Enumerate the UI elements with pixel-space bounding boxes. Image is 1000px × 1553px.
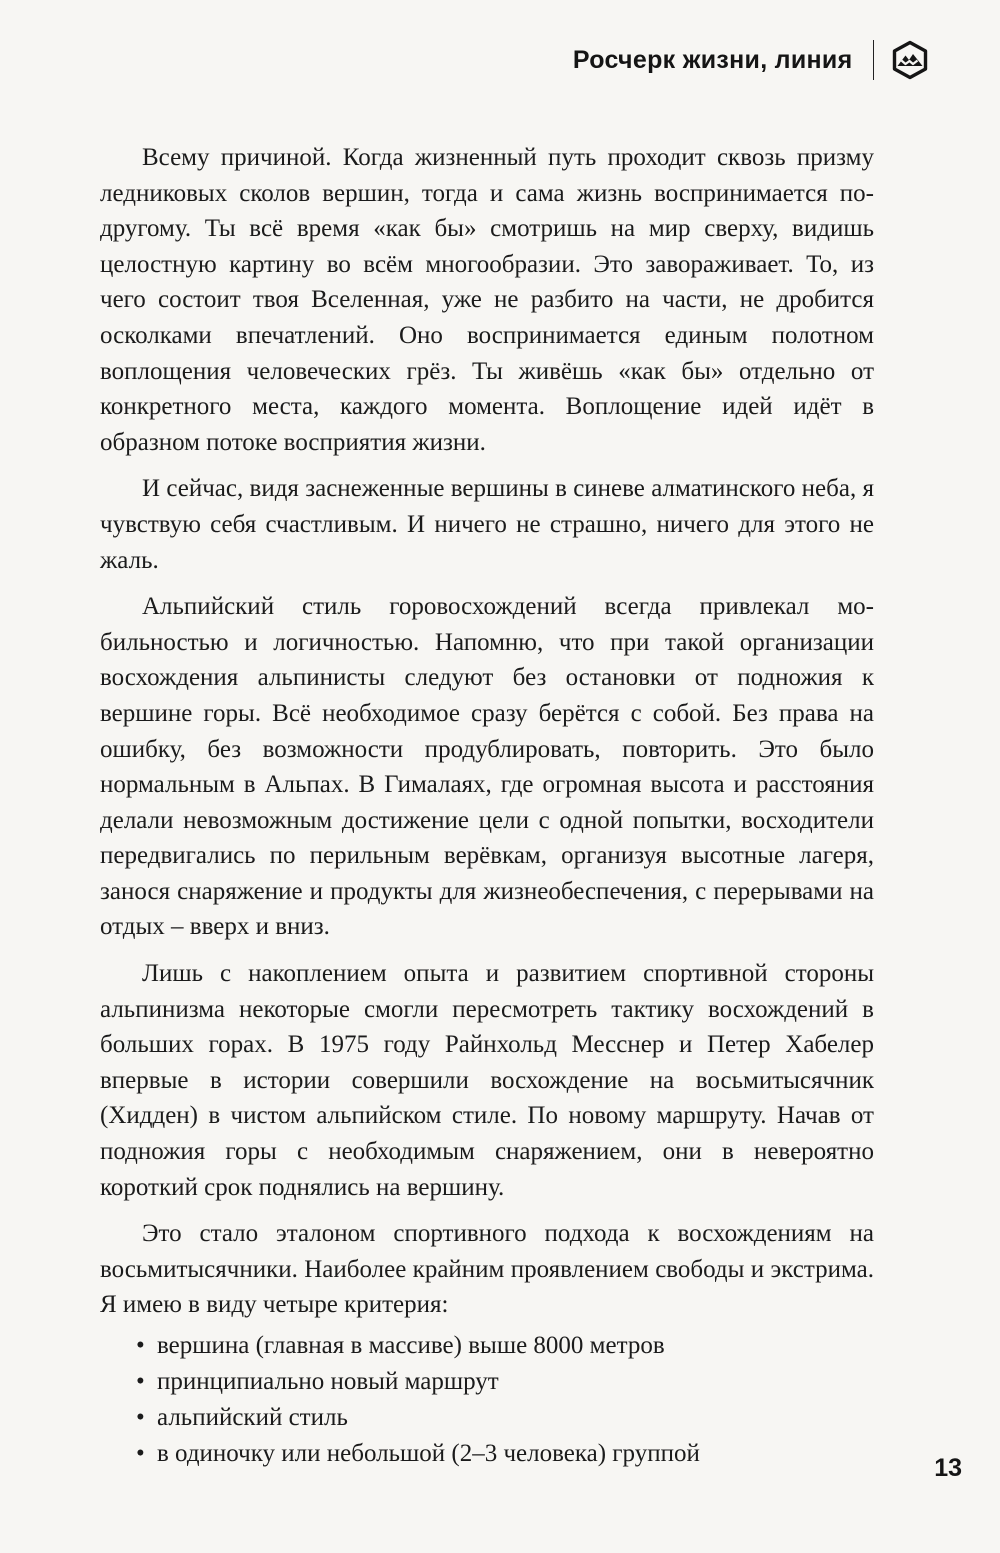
bullet-icon: •	[136, 1368, 145, 1396]
paragraph-5: Это стало эталоном спортивного подхода к восхождениям на восьмитысячники. Наиболее крайним проявлением свободы и экстрима. Я имею в виду четыре критерия:	[100, 1220, 874, 1319]
mountain-hexagon-icon	[890, 40, 930, 80]
list-item	[100, 1364, 874, 1400]
list-item-text: в одиночку или небольшой (2–3 человека) группой	[157, 1440, 700, 1468]
bullet-icon: •	[136, 1404, 145, 1432]
list-item-text: вершина (главная в массиве) выше 8000 метров	[157, 1332, 665, 1359]
criteria-list	[100, 1328, 874, 1472]
paragraph-2: И сейчас, видя заснеженные вершины в синеве алматинского неба, я чувствую себя счастливым. И ничего не страшно, ничего для этого не жаль.	[100, 475, 874, 574]
bullet-icon: •	[136, 1440, 145, 1468]
chapter-title: Росчерк жизни, линия	[572, 45, 853, 74]
list-item-text: принципиально новый маршрут	[157, 1368, 499, 1396]
bullet-icon: •	[136, 1332, 145, 1359]
paragraph-4: Лишь с накоплением опыта и развитием спортивной стороны альпинизма некоторые смогли пересмотреть тактику восхождений в больших горах. В 1975 году Райнхольд Месснер и Петер Хабелер впервые в истории совершили восхождение на восьмитысячник (Хидден) в чистом альпийском стиле. По новому маршруту. Начав от подножия горы с необходимым снаряжением, они в невероятно короткий срок поднялись на вершину.	[100, 960, 874, 1201]
list-item	[100, 1400, 874, 1436]
page-body	[100, 140, 874, 1472]
running-header	[573, 40, 930, 80]
list-item	[100, 1328, 874, 1364]
paragraph-1: Всему причиной. Когда жизненный путь проходит сквозь призму ледниковых сколов вершин, тогда и сама жизнь воспринимается по-другому. Ты всё время «как бы» смотришь на мир сверху, видишь целостную картину во всём многообразии. Это завораживает. То, из чего состоит твоя Вселенная, уже не разбито на части, не дробится осколками впечатлений. Оно воспринимается единым полотном воплощения человеческих грёз. Ты живёшь «как бы» отдельно от конкретного места, каждого момента. Воплощение идей идёт в образном потоке восприятия жизни.	[100, 144, 874, 456]
list-item-text: альпийский стиль	[157, 1404, 348, 1432]
paragraph-3: Альпийский стиль горовосхождений всегда привлекал мобильностью и логичностью. Напомню, что при такой организации восхождения альпинисты следуют без остановки от подножия к вершине горы. Всё необходимое сразу берётся с собой. Без права на ошибку, без возможности продублировать, повторить. Это было нормальным в Альпах. В Гималаях, где огромная высота и расстояния делали невозможным достижение цели с одной попытки, восходители передвигались по перильным верёвкам, организуя высотные лагеря, занося снаряжение и продукты для жизнеобеспечения, с перерывами на отдых – вверх и вниз.	[100, 593, 874, 941]
list-item	[100, 1436, 874, 1472]
page-number: 13	[934, 1454, 962, 1482]
header-divider	[873, 40, 875, 80]
